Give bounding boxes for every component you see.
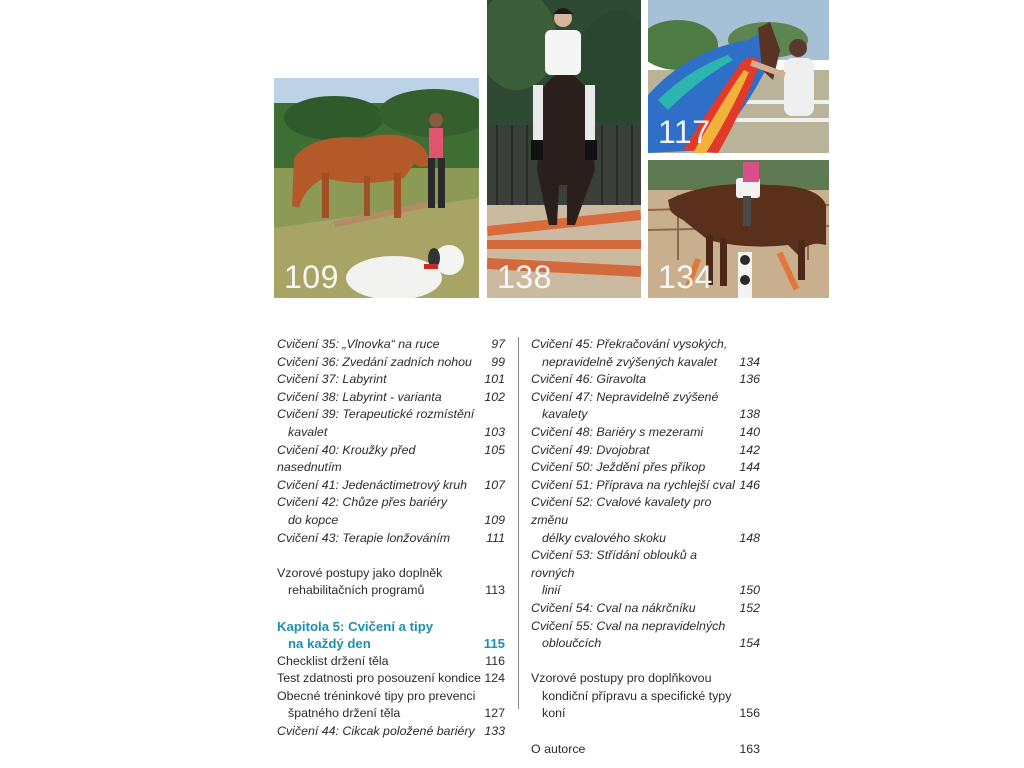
toc-entry[interactable]: Cvičení 53: Střídání oblouků a rovných linií 150 [531, 548, 760, 598]
toc-entry[interactable]: Cvičení 51: Příprava na rychlejší cval 146 [531, 477, 760, 492]
toc-entry[interactable]: Cvičení 45: Překračování vysokých, nepravidelně zvýšených kavalet 134 [531, 337, 760, 369]
toc-entry[interactable]: Cvičení 44: Cikcak položené bariéry 133 [277, 724, 505, 739]
photo-page-number: 117 [658, 114, 711, 150]
toc-entry[interactable]: Test zdatnosti pro posouzení kondice 124 [277, 671, 505, 686]
toc-entry[interactable]: Cvičení 40: Kroužky před nasednutím 105 [277, 442, 505, 475]
photo-rider-cavaletti [487, 0, 641, 298]
toc-entry-procedures-fitness[interactable]: Vzorové postupy pro doplňkovou kondiční přípravu a specifické typy koní 156 [531, 671, 760, 721]
toc-entry[interactable]: Cvičení 36: Zvedání zadních nohou 99 [277, 354, 505, 369]
toc-entry[interactable]: Cvičení 42: Chůze přes bariéry do kopce 109 [277, 495, 505, 527]
toc-entry[interactable]: Cvičení 50: Ježdění přes příkop 144 [531, 460, 760, 475]
toc-entry[interactable]: Checklist držení těla 116 [277, 653, 505, 668]
toc-entry[interactable]: Cvičení 43: Terapie lonžováním 111 [277, 530, 505, 545]
toc-entry[interactable]: Cvičení 49: Dvojobrat 142 [531, 442, 760, 457]
toc-entry[interactable]: Cvičení 46: Giravolta 136 [531, 372, 760, 387]
toc-entry[interactable]: Cvičení 37: Labyrint 101 [277, 372, 505, 387]
toc-entry[interactable]: Cvičení 39: Terapeutické rozmístění kavalet 103 [277, 407, 505, 439]
photo-horse-uphill-poles [274, 78, 479, 298]
toc-right-column [531, 336, 760, 758]
toc-entry[interactable]: Cvičení 41: Jedenáctimetrový kruh 107 [277, 477, 505, 492]
column-divider [518, 337, 519, 709]
toc-entry[interactable]: Cvičení 54: Cval na nákrčníku 152 [531, 600, 760, 615]
photo-page-number: 138 [497, 259, 552, 295]
toc-entry-procedures-rehab[interactable]: Vzorové postupy jako doplněk rehabilitačních programů 113 [277, 565, 505, 598]
photo-page-number: 109 [284, 259, 339, 295]
toc-entry[interactable]: Cvičení 52: Cvalové kavalety pro změnu délky cvalového skoku 148 [531, 495, 760, 545]
toc-entry[interactable]: Obecné tréninkové tipy pro prevenci špatného držení těla 127 [277, 688, 505, 721]
photo-page-number: 134 [658, 259, 713, 295]
toc-entry[interactable]: Cvičení 35: „Vlnovka“ na ruce 97 [277, 337, 505, 351]
toc-entry[interactable]: Cvičení 38: Labyrint - varianta 102 [277, 389, 505, 404]
toc-left-column [277, 336, 505, 741]
toc-entry-about-author[interactable]: O autorce 163 [531, 741, 760, 756]
toc-entry[interactable]: Cvičení 48: Bariéry s mezerami 140 [531, 424, 760, 439]
photo-horse-raised-cavaletti [648, 160, 829, 298]
toc-chapter-heading[interactable]: Kapitola 5: Cvičení a tipy na každý den 115 [277, 618, 505, 652]
toc-entry[interactable]: Cvičení 55: Cval na nepravidelných obloučcích 154 [531, 618, 760, 651]
toc-entry[interactable]: Cvičení 47: Nepravidelně zvýšené kavalety 138 [531, 389, 760, 422]
photo-thermal-horse [648, 0, 829, 153]
